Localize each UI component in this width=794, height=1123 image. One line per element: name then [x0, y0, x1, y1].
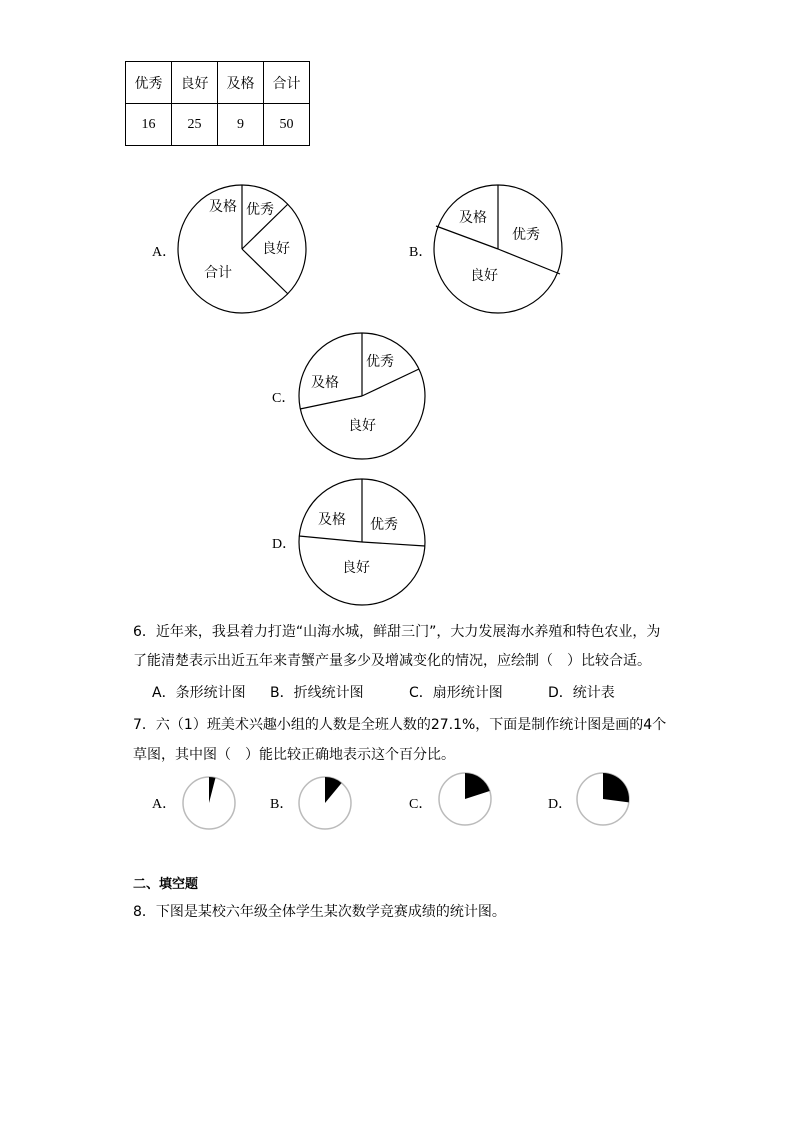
- pie-label-youxiu: 优秀: [512, 227, 540, 243]
- option-c-letter: C．: [272, 391, 296, 406]
- header-cell: 良好: [172, 62, 218, 104]
- value-cell: 9: [218, 104, 264, 146]
- pie-label-jige: 及格: [209, 199, 237, 215]
- pie-label-lianghao: 良好: [470, 268, 498, 284]
- pie-label-youxiu: 优秀: [246, 202, 274, 218]
- q7-option-c-letter: C．: [409, 797, 433, 812]
- q8-text: 8．下图是某校六年级全体学生某次数学竞赛成绩的统计图。: [133, 904, 506, 920]
- section-title: 二、填空题: [133, 877, 199, 892]
- pie-option-c: [290, 328, 430, 464]
- pie-label-jige: 及格: [311, 375, 339, 391]
- q6-option-b: B．折线统计图: [270, 685, 364, 701]
- value-cell: 25: [172, 104, 218, 146]
- value-cell: 50: [264, 104, 310, 146]
- header-cell: 合计: [264, 62, 310, 104]
- pie-label-jige: 及格: [318, 512, 346, 528]
- pie-label-heji: 合计: [204, 265, 232, 281]
- q7-line-2: 草图，其中图（ ）能比较正确地表示这个百分比。: [133, 747, 455, 763]
- option-a-letter: A．: [152, 245, 177, 260]
- option-b-letter: B．: [409, 245, 433, 260]
- q7-pie-d-wedge: [603, 773, 629, 802]
- q6-option-d: D．统计表: [548, 685, 615, 701]
- pie-label-lianghao: 良好: [342, 560, 370, 576]
- pie-label-youxiu: 优秀: [366, 354, 394, 370]
- pie-label-lianghao: 良好: [348, 418, 376, 434]
- pie-label-youxiu: 优秀: [370, 517, 398, 533]
- score-table: [125, 61, 310, 146]
- q7-option-a-letter: A．: [152, 797, 177, 812]
- pie-label-jige: 及格: [459, 210, 487, 226]
- pie-option-b: [428, 180, 568, 320]
- q6-line-1: 6．近年来，我县着力打造“山海水城，鲜甜三门”，大力发展海水养殖和特色农业，为: [133, 624, 661, 640]
- pie-label-lianghao: 良好: [262, 241, 290, 257]
- q7-pie-d: [574, 770, 634, 830]
- q6-option-c: C．扇形统计图: [409, 685, 503, 701]
- value-cell: 16: [126, 104, 172, 146]
- q7-line-1: 7．六（1）班美术兴趣小组的人数是全班人数的27.1%，下面是制作统计图是画的4个: [133, 717, 667, 733]
- pie-option-a: [170, 180, 316, 320]
- pie-option-d: [290, 474, 432, 610]
- header-cell: 及格: [218, 62, 264, 104]
- q7-option-b-letter: B．: [270, 797, 294, 812]
- q7-pie-b: [296, 774, 356, 834]
- q6-line-2: 了能清楚表示出近五年来青蟹产量多少及增减变化的情况，应绘制（ ）比较合适。: [133, 653, 651, 669]
- option-d-letter: D．: [272, 537, 297, 552]
- q7-option-d-letter: D．: [548, 797, 573, 812]
- table-header-row: [126, 62, 310, 104]
- header-cell: 优秀: [126, 62, 172, 104]
- q6-option-a: A．条形统计图: [152, 685, 246, 701]
- q7-pie-c: [436, 770, 496, 830]
- table-value-row: [126, 104, 310, 146]
- q7-pie-a: [180, 774, 240, 834]
